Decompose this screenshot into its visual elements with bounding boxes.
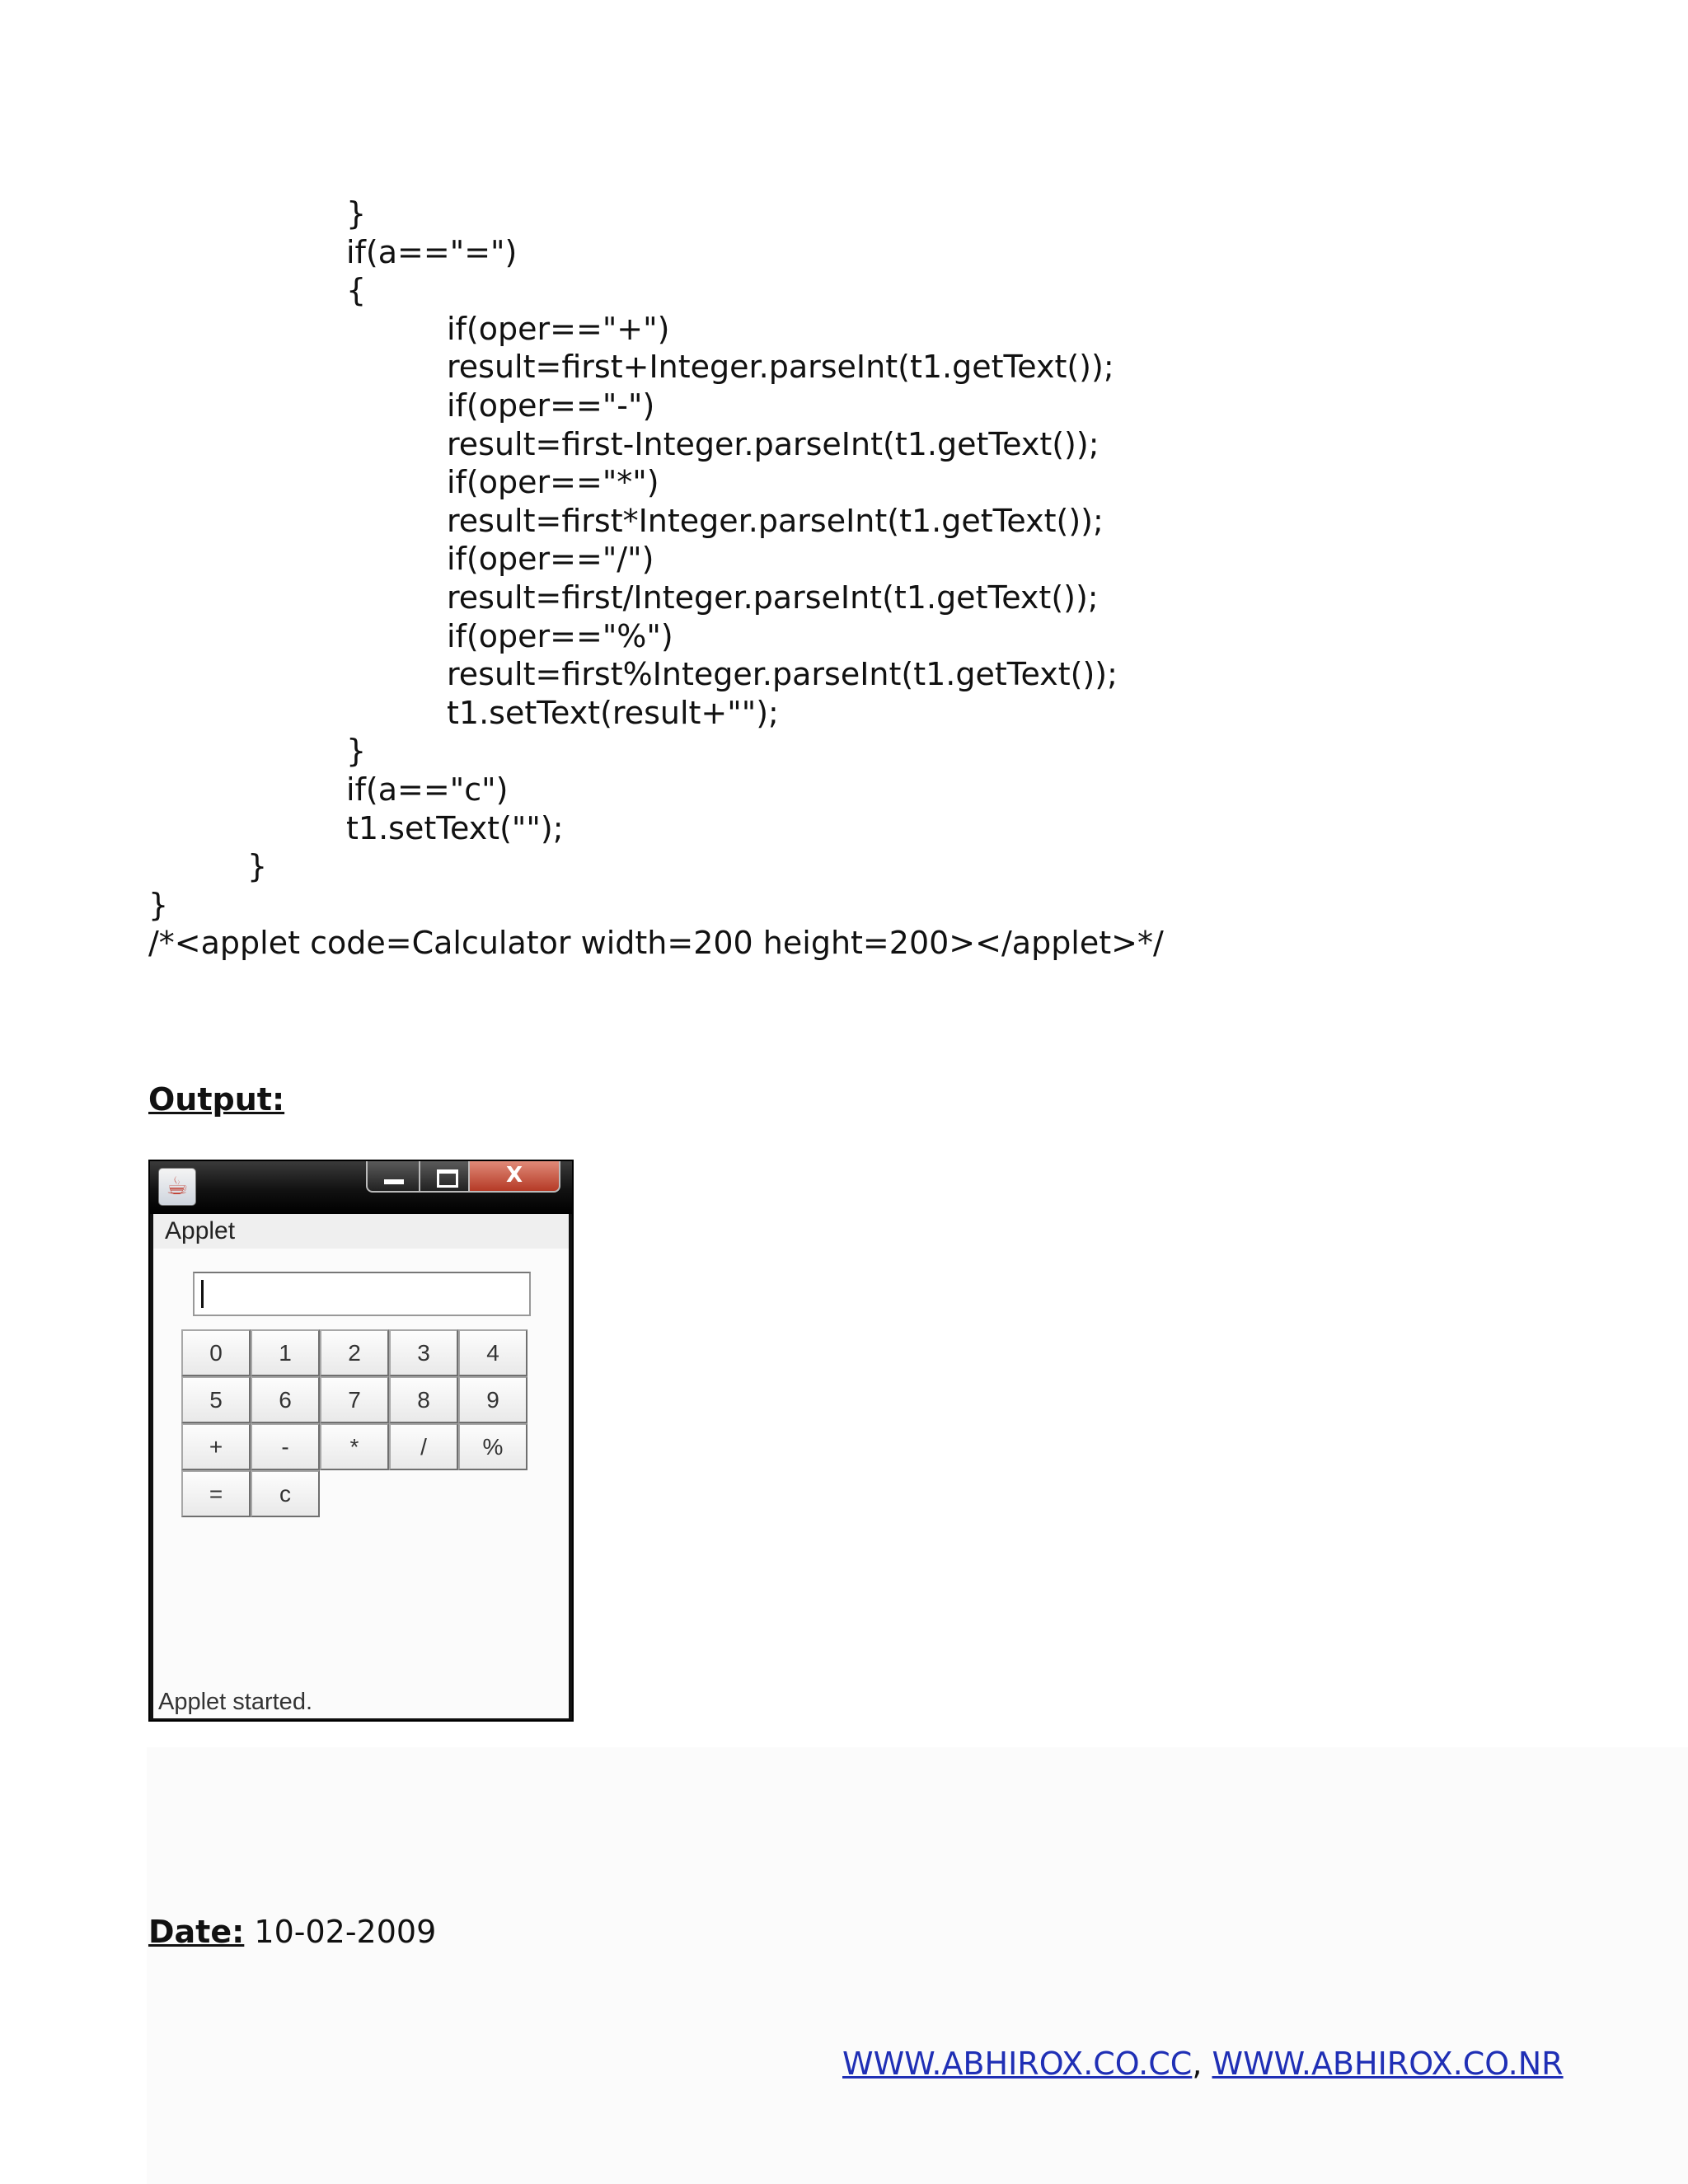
- page-shade: [147, 1747, 1688, 2184]
- java-cup-icon[interactable]: ☕: [158, 1168, 196, 1206]
- code-line: if(oper=="/"): [447, 541, 654, 578]
- code-line: result=first-Integer.parseInt(t1.getText());: [447, 425, 1100, 462]
- calc-key-button[interactable]: 6: [251, 1376, 320, 1423]
- display-field[interactable]: [193, 1272, 531, 1316]
- status-bar: Applet started.: [153, 1685, 569, 1718]
- calc-key-button[interactable]: /: [389, 1423, 458, 1470]
- close-button[interactable]: [468, 1161, 560, 1193]
- menu-bar: [153, 1214, 569, 1249]
- code-line: }: [148, 886, 169, 923]
- calc-key-button[interactable]: +: [181, 1423, 251, 1470]
- code-line: }: [247, 848, 268, 885]
- code-line: result=first*Integer.parseInt(t1.getText());: [447, 502, 1104, 539]
- output-heading: Output:: [148, 1081, 285, 1118]
- calc-key-button[interactable]: *: [320, 1423, 389, 1470]
- footer-links: [842, 2046, 1564, 2082]
- calc-key-button[interactable]: 1: [251, 1329, 320, 1376]
- applet-content: [153, 1249, 569, 1685]
- link-abhirox-nr[interactable]: WWW.ABHIROX.CO.NR: [1212, 2046, 1564, 2082]
- calc-key-button[interactable]: 0: [181, 1329, 251, 1376]
- code-line: if(oper=="*"): [447, 464, 659, 501]
- calc-key-button[interactable]: 7: [320, 1376, 389, 1423]
- date-line: [148, 1914, 436, 1950]
- applet-window: [148, 1160, 574, 1722]
- title-bar[interactable]: [150, 1161, 572, 1214]
- calc-key-button[interactable]: c: [251, 1470, 320, 1517]
- applet-menu[interactable]: Applet: [165, 1217, 236, 1244]
- calc-key-button[interactable]: 3: [389, 1329, 458, 1376]
- calc-key-button[interactable]: %: [458, 1423, 528, 1470]
- code-line: if(oper=="%"): [447, 617, 673, 654]
- close-icon: X: [505, 1163, 523, 1188]
- code-line: if(oper=="+"): [447, 310, 670, 347]
- code-line: result=first+Integer.parseInt(t1.getText());: [447, 349, 1114, 386]
- text-caret: [201, 1280, 204, 1308]
- minimize-icon: [384, 1179, 404, 1184]
- calc-key-button[interactable]: 9: [458, 1376, 528, 1423]
- code-line: if(a=="="): [346, 233, 518, 270]
- link-separator: ,: [1192, 2046, 1212, 2082]
- code-line: result=first%Integer.parseInt(t1.getText());: [447, 656, 1118, 693]
- minimize-button[interactable]: [366, 1161, 420, 1193]
- maximize-icon: [437, 1169, 458, 1188]
- code-line: }: [346, 733, 367, 770]
- maximize-button[interactable]: [419, 1161, 470, 1193]
- code-line: if(a=="c"): [346, 771, 509, 808]
- calc-key-button[interactable]: 4: [458, 1329, 528, 1376]
- date-value: 10-02-2009: [254, 1914, 437, 1950]
- code-line: if(oper=="-"): [447, 387, 655, 424]
- calc-key-button[interactable]: -: [251, 1423, 320, 1470]
- code-line: /*<applet code=Calculator width=200 height=200></applet>*/: [148, 925, 1164, 962]
- code-line: }: [346, 195, 367, 232]
- code-line: result=first/Integer.parseInt(t1.getText());: [447, 579, 1099, 616]
- code-line: {: [346, 272, 367, 309]
- calc-key-button[interactable]: 2: [320, 1329, 389, 1376]
- calc-key-button[interactable]: 5: [181, 1376, 251, 1423]
- code-line: t1.setText("");: [346, 809, 564, 846]
- date-label: Date:: [148, 1914, 245, 1950]
- calc-key-button[interactable]: 8: [389, 1376, 458, 1423]
- code-line: t1.setText(result+"");: [447, 694, 779, 731]
- link-abhirox-cc[interactable]: WWW.ABHIROX.CO.CC: [842, 2046, 1193, 2082]
- calc-key-button[interactable]: =: [181, 1470, 251, 1517]
